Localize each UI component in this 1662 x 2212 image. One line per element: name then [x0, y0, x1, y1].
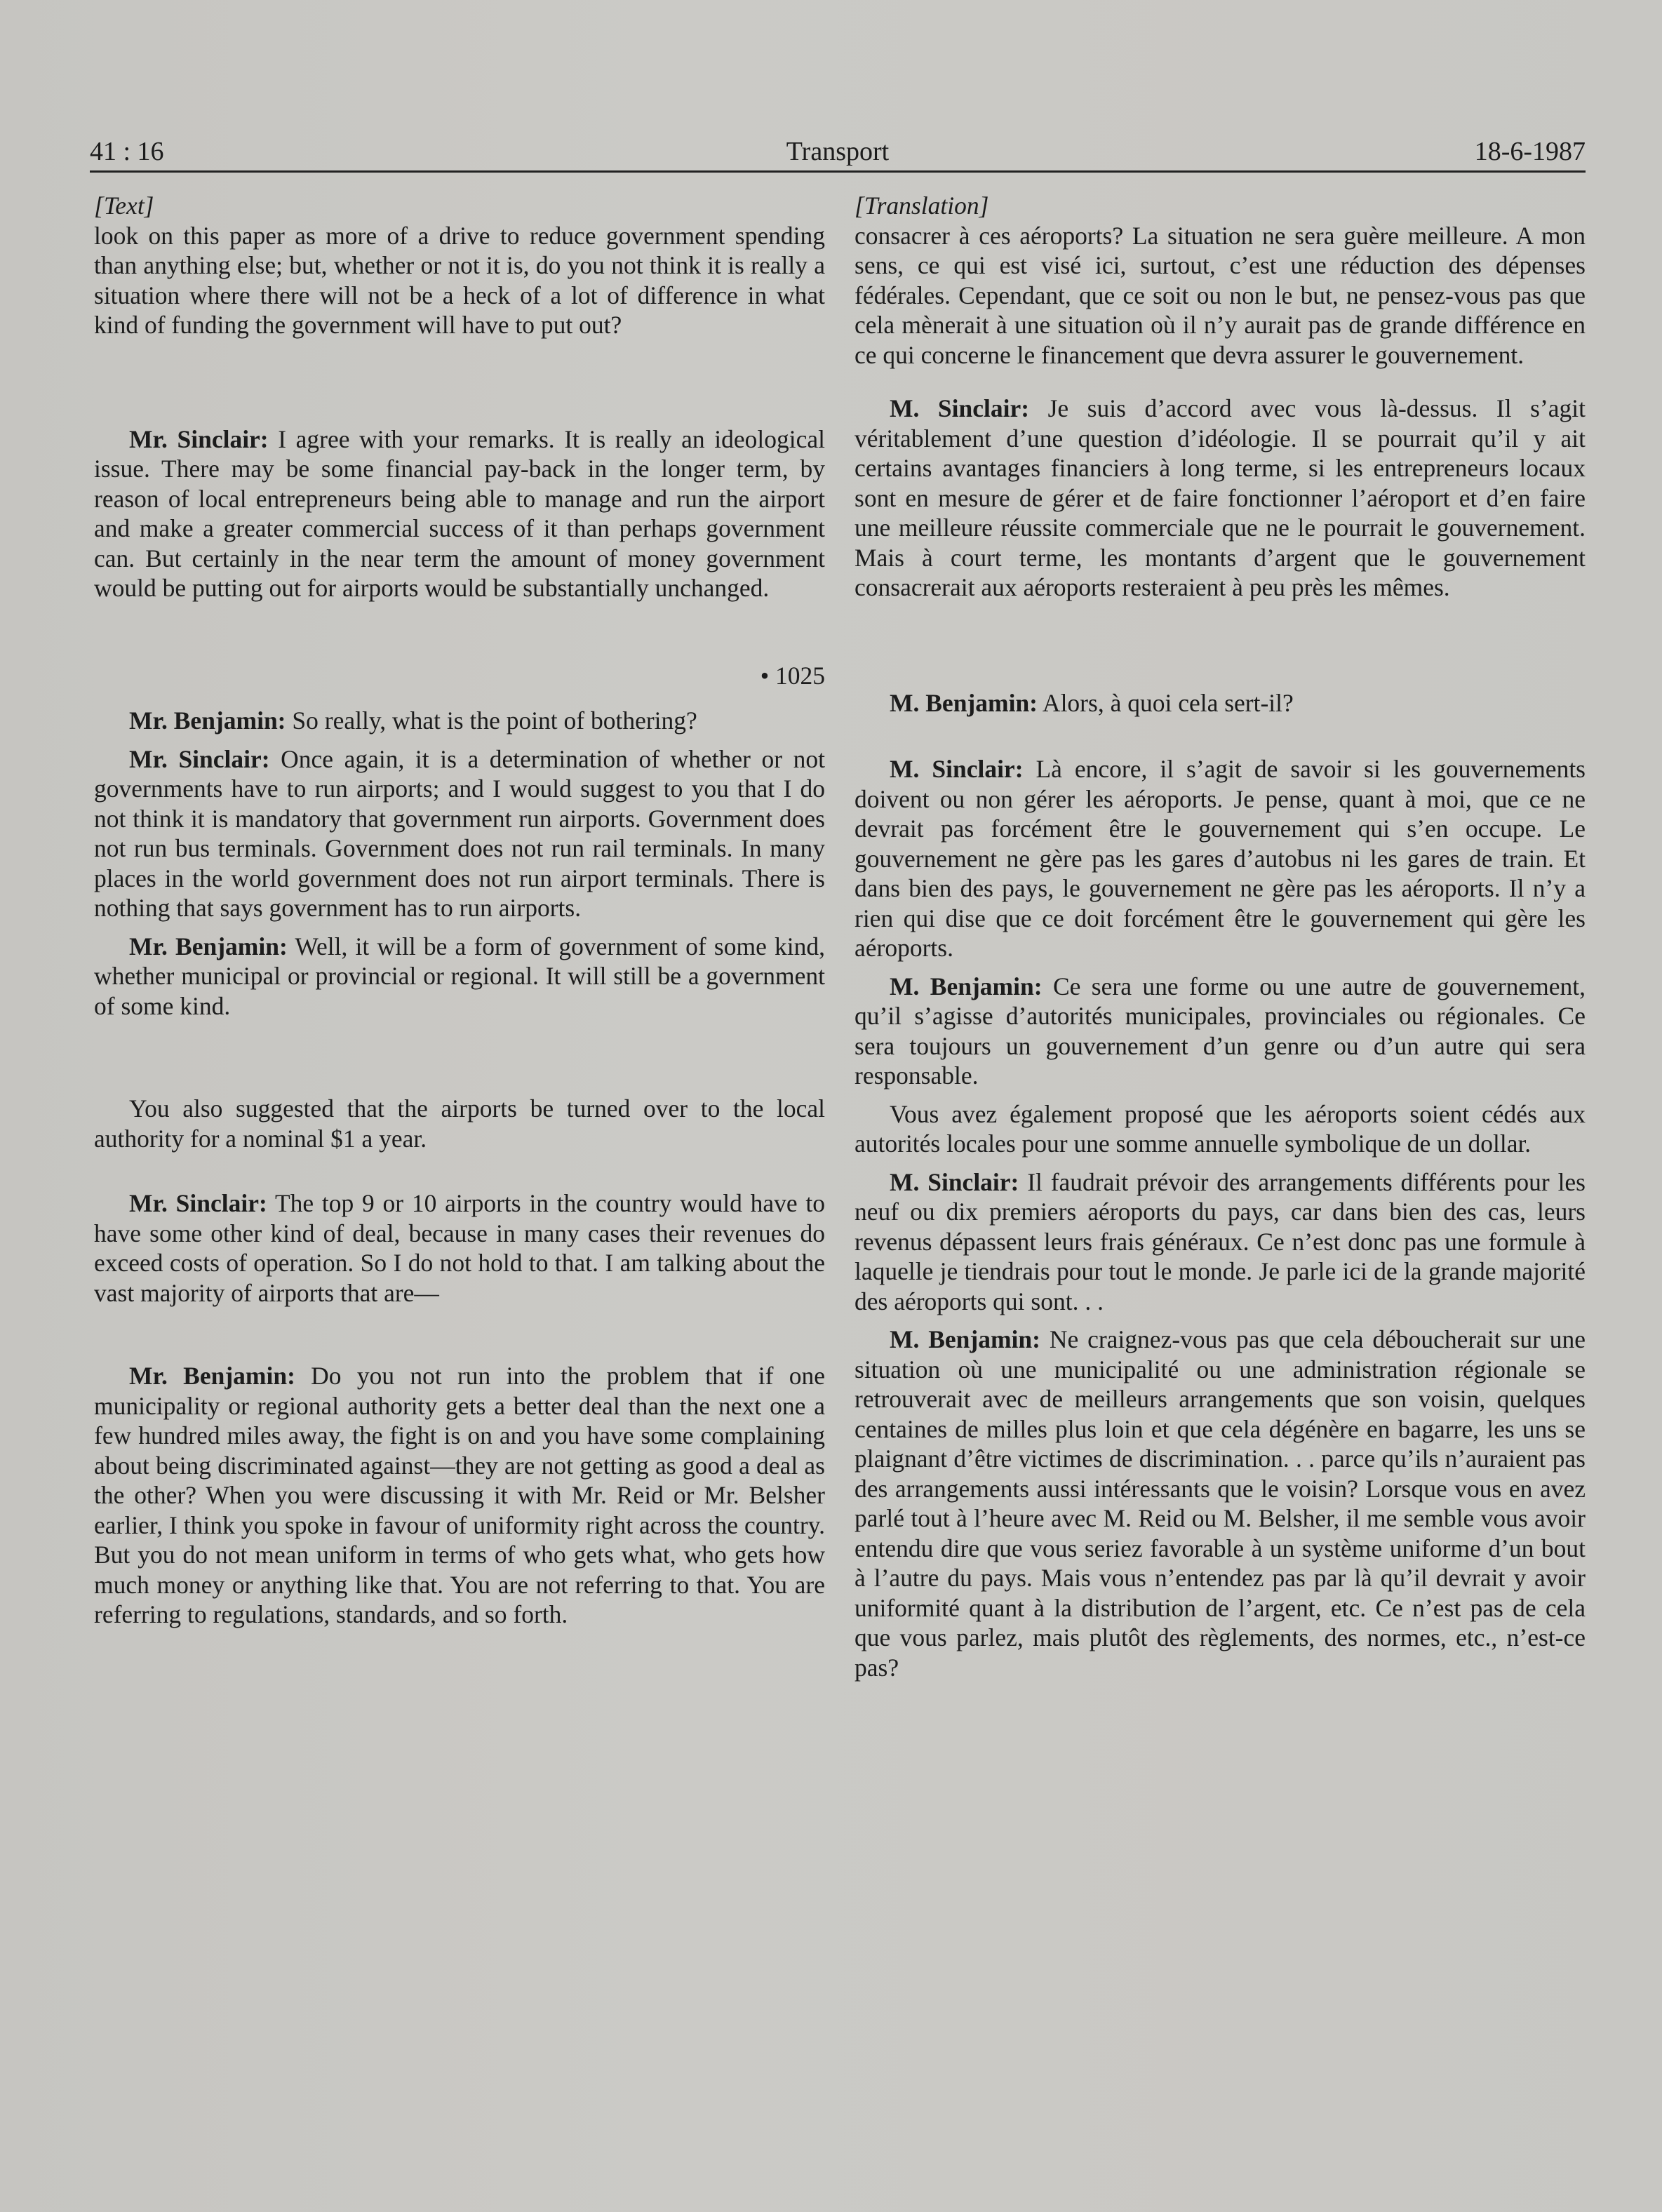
speech-text: Ne craignez-vous pas que cela déboucherait sur une situation où une municipalité ou une administration régionale se retrouverait avec de meilleurs arrangements que son voisin, quelques centaines de milles plus loin et que cela dégénère en bagarre, les uns se plaignant d’être victimes de discrimination. . . parce qu’ils n’auraient pas des arrangements aussi intéressants que le voisin? Lorsque vous en avez parlé tout à l’heure avec M. Reid ou M. Belsher, il me semble vous avoir entendu dire que vous seriez favorable à un système uniforme d’un bout à l’autre du pays. Mais vous n’entendez pas par là qu’il devrait y avoir uniformité quant à la distribution de l’argent, etc. Ce n’est pas de cela que vous parlez, mais plutôt des règlements, des normes, etc., n’est-ce pas? [855, 1325, 1586, 1682]
speech-text: Je suis d’accord avec vous là-dessus. Il s’agit véritablement d’une question d’idéologie. Il se pourrait qu’il y ait certains avantages financiers à long terme, si les entrepreneurs locaux sont en mesure de gérer et de faire fonctionner l’aéroport et d’en faire une meilleure réussite commerciale que ne le pourrait le gouvernement. Mais à court terme, les montants d’argent que le gouvernement consacrerait aux aéroports resteraient à peu près les mêmes. [855, 394, 1586, 601]
paragraph [855, 1167, 1586, 1317]
paragraph [855, 688, 1586, 718]
speaker-name: M. Benjamin: [890, 972, 1043, 1000]
speech-text: Do you not run into the problem that if one municipality or regional authority gets a better deal than the next one a few hundred miles away, the fight is on and you have some complaining about being discriminated against—they are not getting as good a deal as the other? When you were discussing it with Mr. Reid or Mr. Belsher earlier, I think you spoke in favour of uniformity right across the country. But you do not mean uniform in terms of who gets what, who gets how much money or anything like that. You are not referring to that. You are referring to regulations, standards, and so forth. [94, 1362, 825, 1628]
speech-text: So really, what is the point of bothering? [286, 706, 697, 735]
speech-text: Once again, it is a determination of whether or not governments have to run airports; and I would suggest to you that I do not think it is mandatory that government run airports. Government does not run bus terminals. Government does not run rail terminals. In many places in the world government does not run airport terminals. There is nothing that says government has to run airports. [94, 744, 826, 922]
speech-text: The top 9 or 10 airports in the country would have to have some other kind of deal, because in many cases their revenues do exceed costs of operation. So I do not hold to that. I am talking about the vast majority of airports that are— [94, 1189, 825, 1307]
french-column [855, 191, 1586, 1682]
speech-text: Là encore, il s’agit de savoir si les gouvernements doivent ou non gérer les aéroports. Je pense, quant à moi, que ce ne devrait pas forcément être le gouvernement qui s’en occupe. Le gouvernement ne gère pas les gares d’autobus ni les gares de train. Et dans bien des pays, le gouvernement ne gère pas les aéroports. Il n’y a rien qui dise que ce doit forcément être le gouvernement qui gère les aéroports. [855, 755, 1586, 962]
language-tag: [Text] [94, 192, 154, 220]
speaker-name: Mr. Benjamin: [129, 1362, 295, 1390]
sitting-date: 18-6-1987 [1474, 137, 1586, 166]
speaker-name: M. Sinclair: [890, 1167, 1019, 1196]
speech-text: Alors, à quoi cela sert-il? [1038, 688, 1294, 717]
speaker-name: Mr. Sinclair: [129, 1189, 267, 1217]
paragraph [855, 972, 1586, 1091]
paragraph [855, 1325, 1586, 1682]
header-rule [90, 170, 1586, 173]
speech-text: Il faudrait prévoir des arrangements différents pour les neuf ou dix premiers aéroports du pays, car dans bien des cas, leurs revenus dépassent leurs frais généraux. Ce n’est donc pas une formule à laquelle je tiendrais pour tout le monde. Je parle ici de la grande majorité des aéroports qui sont. . . [855, 1167, 1586, 1315]
paragraph [94, 706, 825, 736]
paragraph [94, 932, 825, 1021]
speaker-name: M. Benjamin: [890, 688, 1038, 717]
paragraph [94, 744, 825, 923]
speaker-name: Mr. Sinclair: [129, 744, 270, 773]
speaker-name: M. Benjamin: [890, 1325, 1040, 1353]
paragraph: look on this paper as more of a drive to reduce government spending than anything else; but, whether or not it is, do you not think it is really a situation where there will not be a heck of a lot of difference in what kind of funding the government will have to put out? [94, 221, 825, 339]
speaker-name: Mr. Benjamin: [129, 706, 286, 735]
english-column [94, 191, 825, 1630]
paragraph: Vous avez également proposé que les aéroports soient cédés aux autorités locales pour une somme annuelle symbolique de un dollar. [855, 1099, 1586, 1158]
paragraph [94, 1361, 825, 1630]
running-header [90, 133, 1586, 170]
speech-text: Well, it will be a form of government of some kind, whether municipal or provincial or regional. It will still be a government of some kind. [94, 932, 825, 1020]
page-number: 41 : 16 [90, 137, 164, 166]
time-marker: • 1025 [760, 661, 825, 690]
speech-text: I agree with your remarks. It is really an ideological issue. There may be some financial pay-back in the longer term, by reason of local entrepreneurs being able to manage and run the airport and make a greater commercial success of it than perhaps government can. But certainly in the near term the amount of money government would be putting out for airports would be substantially unchanged. [94, 424, 825, 602]
speaker-name: M. Sinclair: [890, 394, 1030, 422]
speaker-name: Mr. Sinclair: [129, 424, 269, 453]
speaker-name: Mr. Benjamin: [129, 932, 288, 960]
committee-title: Transport [786, 137, 890, 166]
paragraph [94, 1188, 825, 1308]
speech-text: Ce sera une forme ou une autre de gouvernement, qu’il s’agisse d’autorités municipales, provinciales ou régionales. Ce sera toujours un gouvernement d’un genre ou d’un autre qui sera responsable. [855, 972, 1586, 1090]
paragraph [94, 424, 825, 603]
language-tag: [Translation] [855, 192, 989, 220]
paragraph [855, 754, 1586, 963]
paragraph: You also suggested that the airports be turned over to the local authority for a nominal $1 a year. [94, 1094, 825, 1153]
paragraph [855, 394, 1586, 603]
speaker-name: M. Sinclair: [890, 755, 1024, 783]
paragraph: consacrer à ces aéroports? La situation ne sera guère meilleure. A mon sens, ce qui est visé ici, surtout, c’est une réduction des dépenses fédérales. Cependant, que ce soit ou non le but, ne pensez-vous pas que cela mènerait à une situation où il n’y aurait pas de grande différence en ce qui concerne le financement que devra assurer le gouvernement. [855, 221, 1586, 369]
